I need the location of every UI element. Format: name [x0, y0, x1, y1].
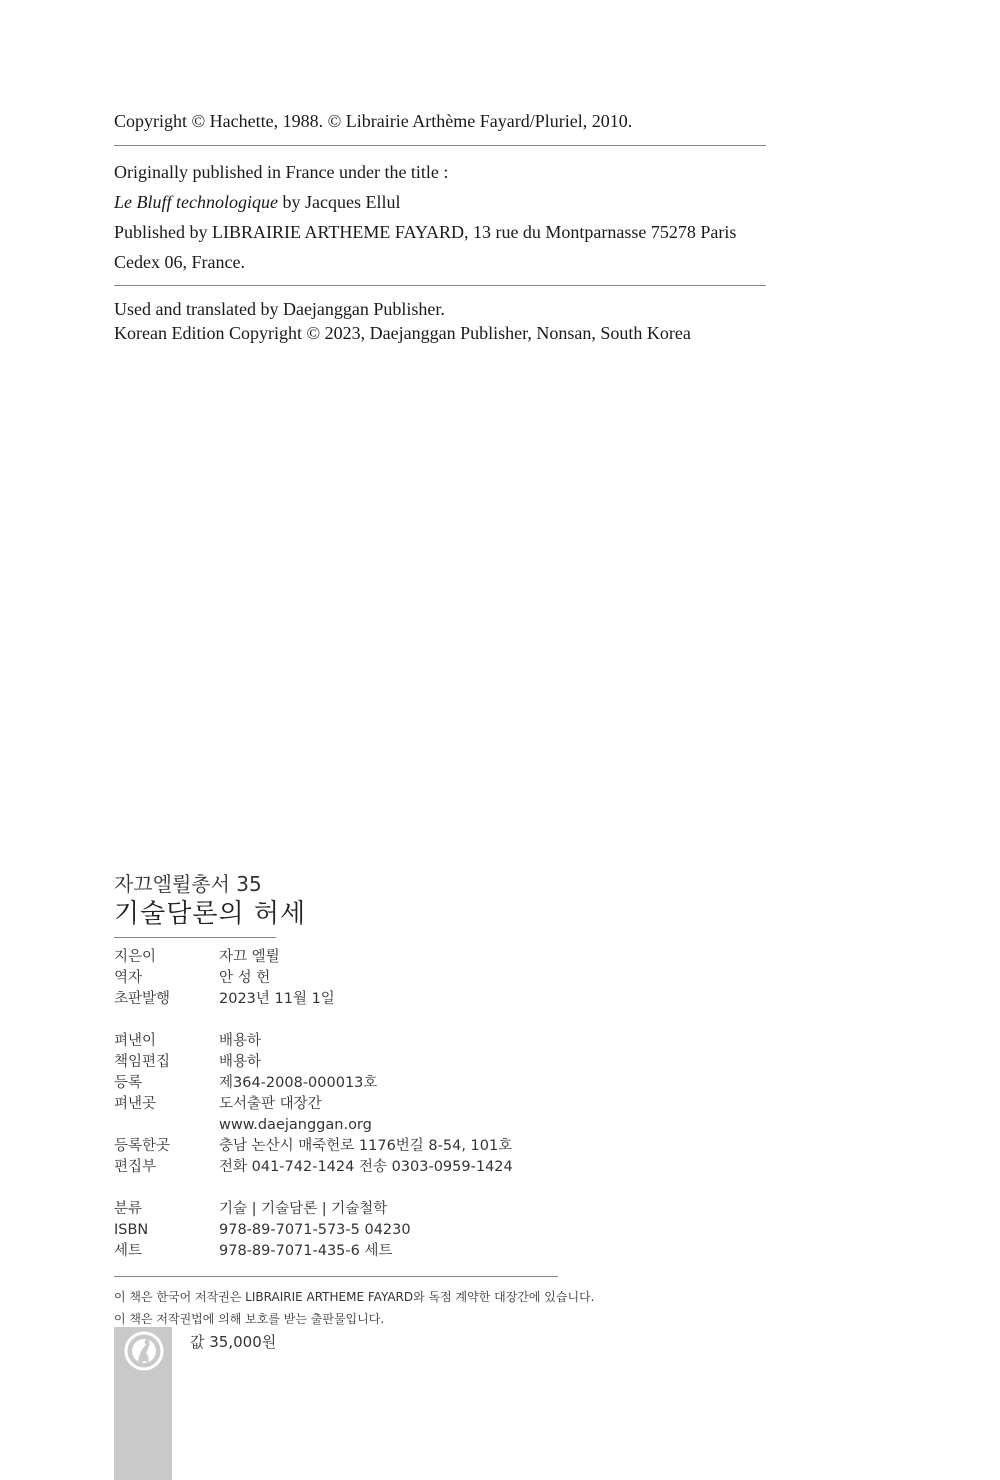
price: 값 35,000원 [190, 1333, 277, 1351]
info-row [114, 968, 513, 989]
spacer [114, 1010, 513, 1031]
website-link[interactable]: www.daejanggan.org [219, 1117, 372, 1133]
divider [114, 937, 276, 938]
spacer [114, 1178, 513, 1199]
publisher-row [114, 1157, 513, 1178]
originally-published-line: Originally published in France under the title : [114, 162, 449, 182]
info-key: 펴낸곳 [114, 1096, 157, 1112]
info-key [114, 1115, 219, 1136]
info-value: 978-89-7071-435-6 세트 [219, 1243, 393, 1259]
info-value: 제364-2008-000013호 [219, 1075, 378, 1091]
globe-figure-logo-icon [124, 1331, 164, 1371]
info-key: 등록한곳 [114, 1138, 171, 1154]
publisher-logo-strip [114, 1327, 172, 1480]
original-title-line [114, 187, 814, 217]
info-key: 펴낸이 [114, 1033, 157, 1049]
notice-line: 이 책은 저작권법에 의해 보호를 받는 출판물입니다. [114, 1312, 385, 1326]
info-key: 등록 [114, 1075, 143, 1091]
series-name: 자끄엘륄총서 35 [114, 872, 262, 896]
publisher-row [114, 1136, 513, 1157]
info-value: 978-89-7071-573-5 04230 [219, 1222, 411, 1238]
info-key: 세트 [114, 1243, 143, 1259]
divider [114, 285, 766, 286]
info-key: 책임편집 [114, 1054, 171, 1070]
info-value: 충남 논산시 매죽헌로 1176번길 8-54, 101호 [219, 1138, 513, 1154]
divider [114, 1276, 558, 1277]
copyright-block [114, 108, 814, 345]
info-value: 기술 | 기술담론 | 기술철학 [219, 1201, 388, 1217]
publisher-row [114, 1094, 513, 1115]
info-key: 분류 [114, 1201, 143, 1217]
publisher-row [114, 1115, 513, 1136]
info-row [114, 947, 513, 968]
info-row [114, 989, 513, 1010]
info-value: 배용하 [219, 1033, 262, 1049]
copyright-notice [114, 1286, 595, 1330]
info-value: 전화 041-742-1424 전송 0303-0959-1424 [219, 1159, 513, 1175]
publisher-row [114, 1052, 513, 1073]
info-value: 2023년 11월 1일 [219, 991, 335, 1007]
publisher-row [114, 1031, 513, 1052]
classification-row [114, 1199, 513, 1220]
publisher-row [114, 1073, 513, 1094]
info-key: 역자 [114, 970, 143, 986]
translated-by-line: Used and translated by Daejanggan Publisher. [114, 299, 445, 319]
info-key: 지은이 [114, 949, 157, 965]
info-value: 자끄 엘륄 [219, 949, 280, 965]
book-title: 기술담론의 허세 [114, 899, 307, 929]
classification-row [114, 1241, 513, 1262]
info-key: 편집부 [114, 1159, 157, 1175]
divider [114, 145, 766, 146]
info-key: 초판발행 [114, 991, 171, 1007]
notice-line: 이 책은 한국어 저작권은 LIBRAIRIE ARTHEME FAYARD와 독점 계약한 대장간에 있습니다. [114, 1290, 595, 1304]
original-title: Le Bluff technologique [114, 192, 278, 212]
published-by-line: Published by LIBRAIRIE ARTHEME FAYARD, 13 rue du Montparnasse 75278 Paris [114, 222, 737, 242]
colophon-info [114, 947, 513, 1262]
info-value: 안 성 헌 [219, 970, 271, 986]
original-author: by Jacques Ellul [277, 192, 401, 212]
info-value: 배용하 [219, 1054, 262, 1070]
copyright-line: Copyright © Hachette, 1988. © Librairie Arthème Fayard/Pluriel, 2010. [114, 111, 633, 131]
info-value: 도서출판 대장간 [219, 1096, 322, 1112]
info-key: ISBN [114, 1222, 149, 1238]
korean-edition-line: Korean Edition Copyright © 2023, Daejanggan Publisher, Nonsan, South Korea [114, 323, 691, 343]
published-by-line-2: Cedex 06, France. [114, 252, 245, 272]
classification-row [114, 1220, 513, 1241]
